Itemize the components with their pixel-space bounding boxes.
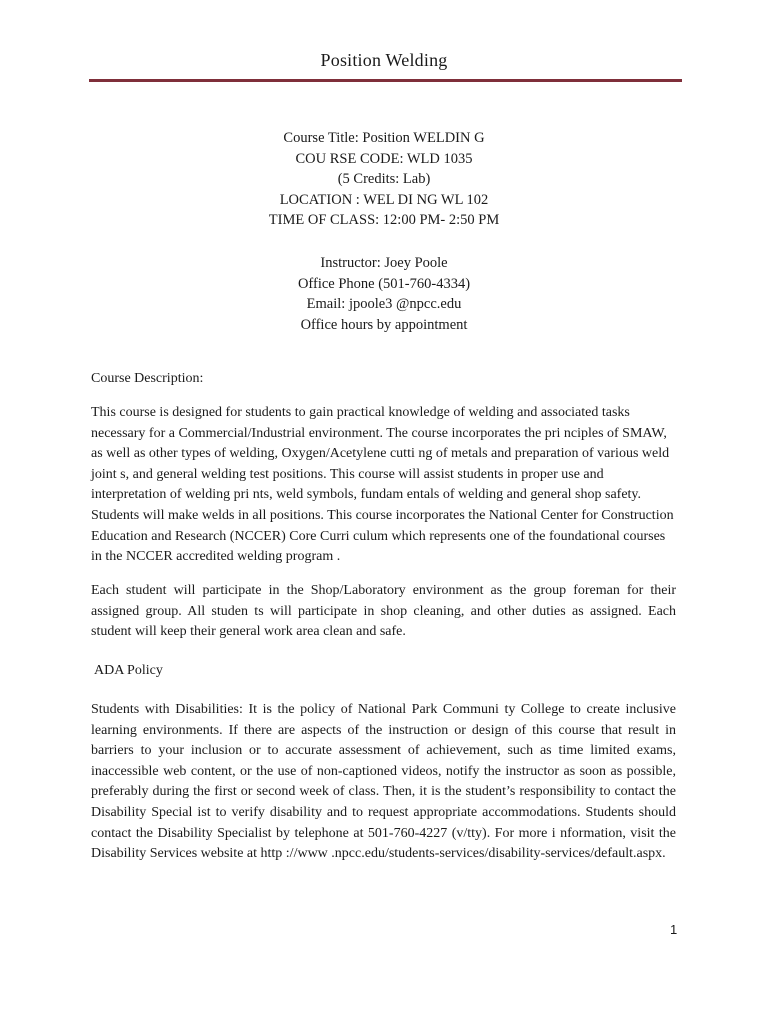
credits-line: (5 Credits: Lab)	[337, 171, 431, 188]
office-phone-line: Office Phone (501-760-4334)	[297, 275, 471, 292]
title-divider	[89, 79, 682, 82]
course-title-line: Course Title: Position WELDIN G	[283, 130, 485, 146]
course-description-paragraph: This course is designed for students to gain practical knowledge of welding and associated tasks necessary for a Commercial/Industrial environment. The course incorporates the pri nciples of SMAW, as well as other types of welding, Oxygen/Acetylene cutti ng of metals and preparation of various weld joint s, and general welding test positions. This course will assist students in proper use and interpretation of welding pri nts, weld symbols, fundam entals of welding and general shop safety. Students will make welds in all positions. This course incorporates the National Center for Construction Education and Research (NCCER) Core Curri culum which represents one of the foundational courses in the NCCER accredited welding program .	[91, 405, 674, 565]
instructor-info-block	[0, 253, 768, 335]
course-info-block	[0, 128, 768, 231]
ada-policy-paragraph: Students with Disabilities: It is the policy of National Park Communi ty College to create inclusive learning environments. If there are aspects of the instruction or design of this course that result in barriers to your inclusion or to accurate assessment of achievement, such as time limited exams, inaccessible web content, or the use of non-captioned videos, notify the instructor as soon as possible, preferably during the first or second week of class. Then, it is the student’s responsibility to contact the Disability Special ist to verify disability and to request appropriate accommodations. Students should contact the Disability Specialist by telephone at 501-760-4227 (v/tty). For more i nformation, visit the Disability Services website at http ://www .npcc.edu/students-services/disability-services/default.aspx.	[91, 702, 676, 862]
time-of-class-line: TIME OF CLASS: 12:00 PM- 2:50 PM	[268, 212, 500, 229]
ada-policy-heading: ADA Policy	[94, 663, 163, 678]
office-hours-line: Office hours by appointment	[300, 316, 468, 333]
student-participation-paragraph: Each student will participate in the Shop/Laboratory environment as the group foreman for their assigned group. All studen ts will participate in shop cleaning, and other duties as assigned. Each student will keep their general work area clean and safe.	[91, 583, 676, 640]
page-number: 1	[670, 922, 678, 937]
instructor-line: Instructor: Joey Poole	[320, 255, 448, 271]
email-line: Email: jpoole3 @npcc.edu	[306, 296, 462, 313]
course-code-line: COU RSE CODE: WLD 1035	[295, 150, 473, 167]
course-description-heading: Course Description:	[91, 371, 204, 386]
document-title: Position Welding	[320, 50, 448, 70]
location-line: LOCATION : WEL DI NG WL 102	[279, 191, 489, 208]
